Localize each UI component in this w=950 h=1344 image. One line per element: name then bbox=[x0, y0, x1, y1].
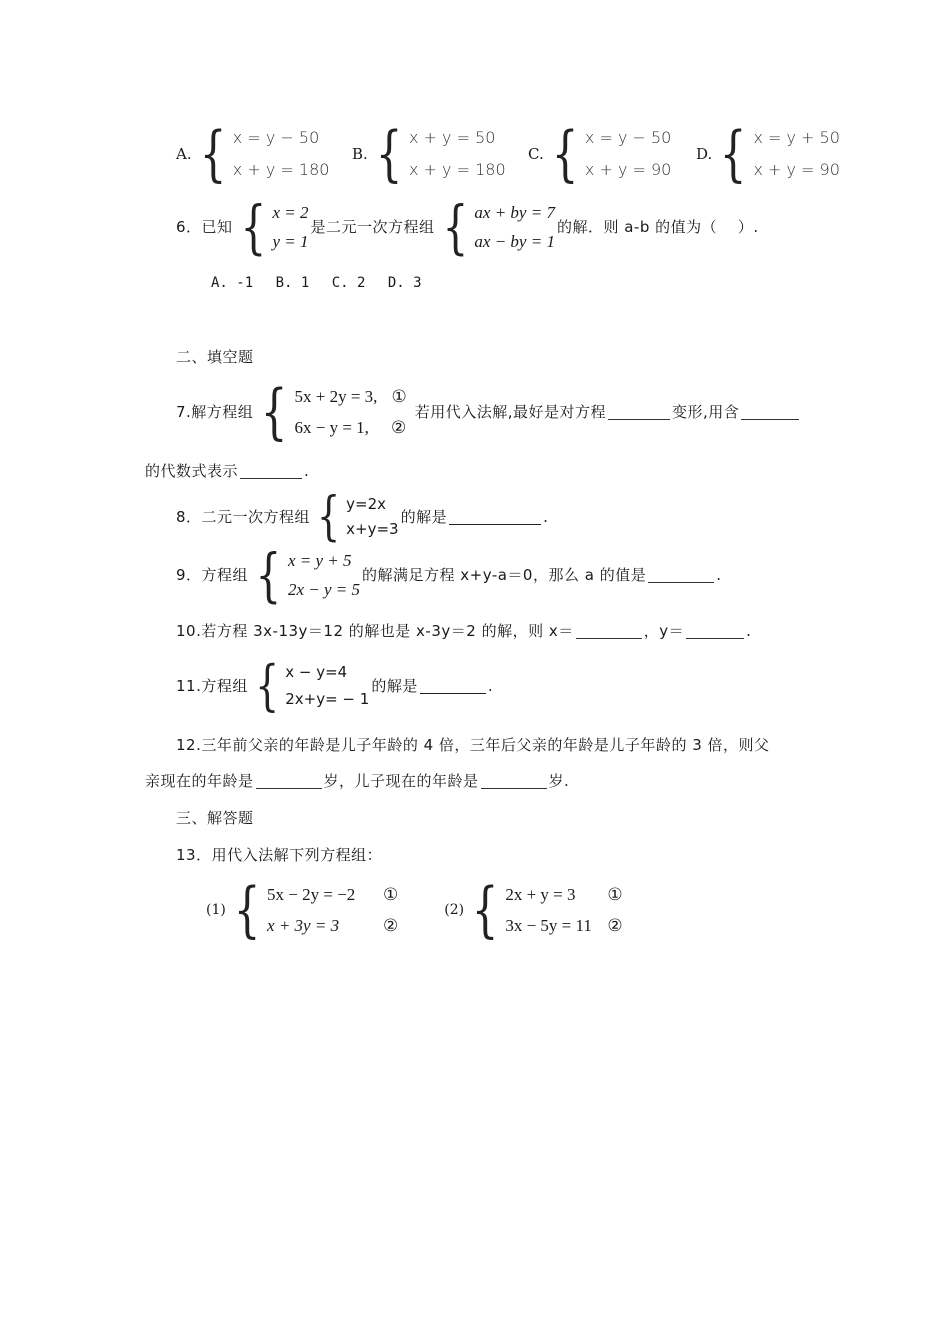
equation-system bbox=[714, 119, 840, 189]
brace-icon: { bbox=[442, 193, 468, 261]
option-label: C. bbox=[528, 144, 544, 163]
equation-system bbox=[194, 119, 330, 189]
q7-prefix: 7.解方程组 bbox=[176, 402, 254, 421]
q5-option-c[interactable] bbox=[528, 119, 696, 189]
equation-line: x + y = 180 bbox=[232, 160, 330, 179]
equation-system bbox=[466, 875, 623, 945]
answer-blank[interactable] bbox=[608, 405, 670, 420]
brace-icon: { bbox=[199, 119, 227, 189]
q5-option-d[interactable] bbox=[696, 119, 842, 189]
answer-blank[interactable] bbox=[576, 624, 642, 639]
q6-question bbox=[176, 193, 759, 261]
solution-system bbox=[235, 193, 309, 261]
equation-line: x + y = 90 bbox=[753, 160, 840, 179]
answer-blank[interactable] bbox=[420, 679, 486, 694]
q9-question: 9．方程组 { x = y + 5 2x − y = 5 的解满足方程 x+y-a＝0，那么 a 的值是 . bbox=[176, 541, 721, 609]
q8-suffix: 的解是 bbox=[400, 507, 448, 526]
q5-option-a[interactable] bbox=[176, 119, 352, 189]
q7-text2: 变形,用含 bbox=[671, 402, 740, 421]
option-label: D. bbox=[696, 144, 713, 163]
option-label: B. bbox=[352, 144, 368, 163]
brace-icon: { bbox=[255, 541, 282, 609]
equation-line: x + 3y = 3 bbox=[267, 916, 340, 935]
equation-line: 6x − y = 1, bbox=[294, 418, 369, 437]
equation-mark: ① bbox=[391, 387, 407, 406]
answer-blank[interactable] bbox=[686, 624, 744, 639]
answer-blank[interactable] bbox=[648, 568, 714, 583]
q6-suffix: 的解．则 a-b 的值为（ ）. bbox=[556, 217, 759, 236]
q9-prefix: 9．方程组 bbox=[176, 565, 249, 584]
equation-line: 5x − 2y = −2 bbox=[267, 885, 356, 904]
q8-prefix: 8．二元一次方程组 bbox=[176, 507, 311, 526]
equation-line: y=2x bbox=[346, 495, 387, 513]
equation-system bbox=[546, 119, 672, 189]
brace-icon: { bbox=[255, 654, 280, 717]
brace-icon: { bbox=[317, 487, 341, 547]
section-fill-in-title: 二、填空题 bbox=[176, 348, 254, 366]
equation-line: x − y=4 bbox=[285, 663, 348, 681]
q5-option-b[interactable] bbox=[352, 119, 528, 189]
equation-line: x+y=3 bbox=[346, 520, 399, 538]
q6-mid: 是二元一次方程组 bbox=[310, 217, 435, 236]
q12-line1: 12.三年前父亲的年龄是儿子年龄的 4 倍，三年后父亲的年龄是儿子年龄的 3 倍，则父 bbox=[176, 736, 770, 754]
q13-part2-label: (2) bbox=[444, 902, 465, 918]
answer-blank[interactable] bbox=[481, 774, 547, 789]
equation-line: x = y − 50 bbox=[232, 128, 320, 147]
q13-title: 13．用代入法解下列方程组： bbox=[176, 846, 383, 864]
equation-line: 3x − 5y = 11 bbox=[505, 916, 592, 935]
equation-line: 2x − y = 5 bbox=[287, 580, 360, 599]
equation-system bbox=[370, 119, 506, 189]
equation-system bbox=[437, 193, 555, 261]
equation-line: x = y + 5 bbox=[287, 551, 352, 570]
equation-mark: ① bbox=[607, 885, 623, 904]
equation-line: y = 1 bbox=[272, 232, 309, 251]
q11-suffix: 的解是 bbox=[371, 676, 418, 695]
equation-line: x = y − 50 bbox=[584, 128, 672, 147]
q13-parts bbox=[206, 875, 625, 945]
equation-system bbox=[312, 487, 399, 547]
equation-line: 2x + y = 3 bbox=[505, 885, 576, 904]
equation-system bbox=[228, 875, 399, 945]
q6-prefix: 6．已知 bbox=[176, 217, 233, 236]
q9-suffix: 的解满足方程 x+y-a＝0，那么 a 的值是 bbox=[362, 565, 647, 584]
equation-system bbox=[250, 541, 360, 609]
answer-blank[interactable] bbox=[256, 774, 322, 789]
q7-question bbox=[176, 377, 801, 447]
q7-line2: 的代数式表示 . bbox=[145, 462, 309, 480]
brace-icon: { bbox=[719, 119, 747, 189]
q13-part1-label: (1) bbox=[206, 902, 226, 918]
q6-options bbox=[211, 276, 422, 290]
equation-line: x = y + 50 bbox=[753, 128, 840, 147]
equation-line: ax − by = 1 bbox=[474, 232, 555, 251]
option-label: A. bbox=[176, 144, 192, 163]
equation-system bbox=[255, 377, 407, 447]
answer-blank[interactable] bbox=[449, 510, 541, 525]
equation-mark: ① bbox=[383, 885, 399, 904]
equation-mark: ② bbox=[390, 418, 407, 437]
equation-line: x + y = 90 bbox=[584, 160, 672, 179]
q6-options-text: A. -1 B. 1 C. 2 D. 3 bbox=[211, 275, 422, 291]
q11-question: 11.方程组 { x − y=4 2x+y= − 1 的解是 . bbox=[176, 654, 493, 717]
brace-icon: { bbox=[551, 119, 579, 189]
equation-system bbox=[250, 654, 370, 717]
q8-question: 8．二元一次方程组 { y=2x x+y=3 的解是 . bbox=[176, 487, 548, 547]
equation-line: x = 2 bbox=[272, 203, 309, 222]
q10-question: 10.若方程 3x-13y＝12 的解也是 x-3y＝2 的解，则 x＝ ，y＝ . bbox=[176, 622, 751, 640]
q7-text: 若用代入法解,最好是对方程 bbox=[414, 402, 606, 421]
answer-blank[interactable] bbox=[240, 464, 302, 479]
q10-text: 10.若方程 3x-13y＝12 的解也是 x-3y＝2 的解，则 x＝ bbox=[176, 622, 574, 640]
q11-prefix: 11.方程组 bbox=[176, 676, 248, 695]
brace-icon: { bbox=[233, 875, 261, 945]
q5-options bbox=[176, 119, 842, 189]
equation-line: 2x+y= − 1 bbox=[285, 690, 370, 708]
answer-blank[interactable] bbox=[741, 405, 799, 420]
equation-mark: ② bbox=[607, 916, 623, 935]
equation-mark: ② bbox=[383, 916, 399, 935]
equation-line: 5x + 2y = 3, bbox=[294, 387, 378, 406]
q12-line2: 亲现在的年龄是 岁，儿子现在的年龄是 岁. bbox=[145, 772, 570, 790]
brace-icon: { bbox=[375, 119, 403, 189]
brace-icon: { bbox=[261, 377, 288, 447]
q10-mid: ，y＝ bbox=[643, 622, 685, 640]
equation-line: x + y = 50 bbox=[408, 128, 496, 147]
equation-line: ax + by = 7 bbox=[474, 203, 555, 222]
brace-icon: { bbox=[240, 193, 266, 261]
equation-line: x + y = 180 bbox=[408, 160, 506, 179]
section-answer-title: 三、解答题 bbox=[176, 809, 254, 827]
brace-icon: { bbox=[471, 875, 499, 945]
